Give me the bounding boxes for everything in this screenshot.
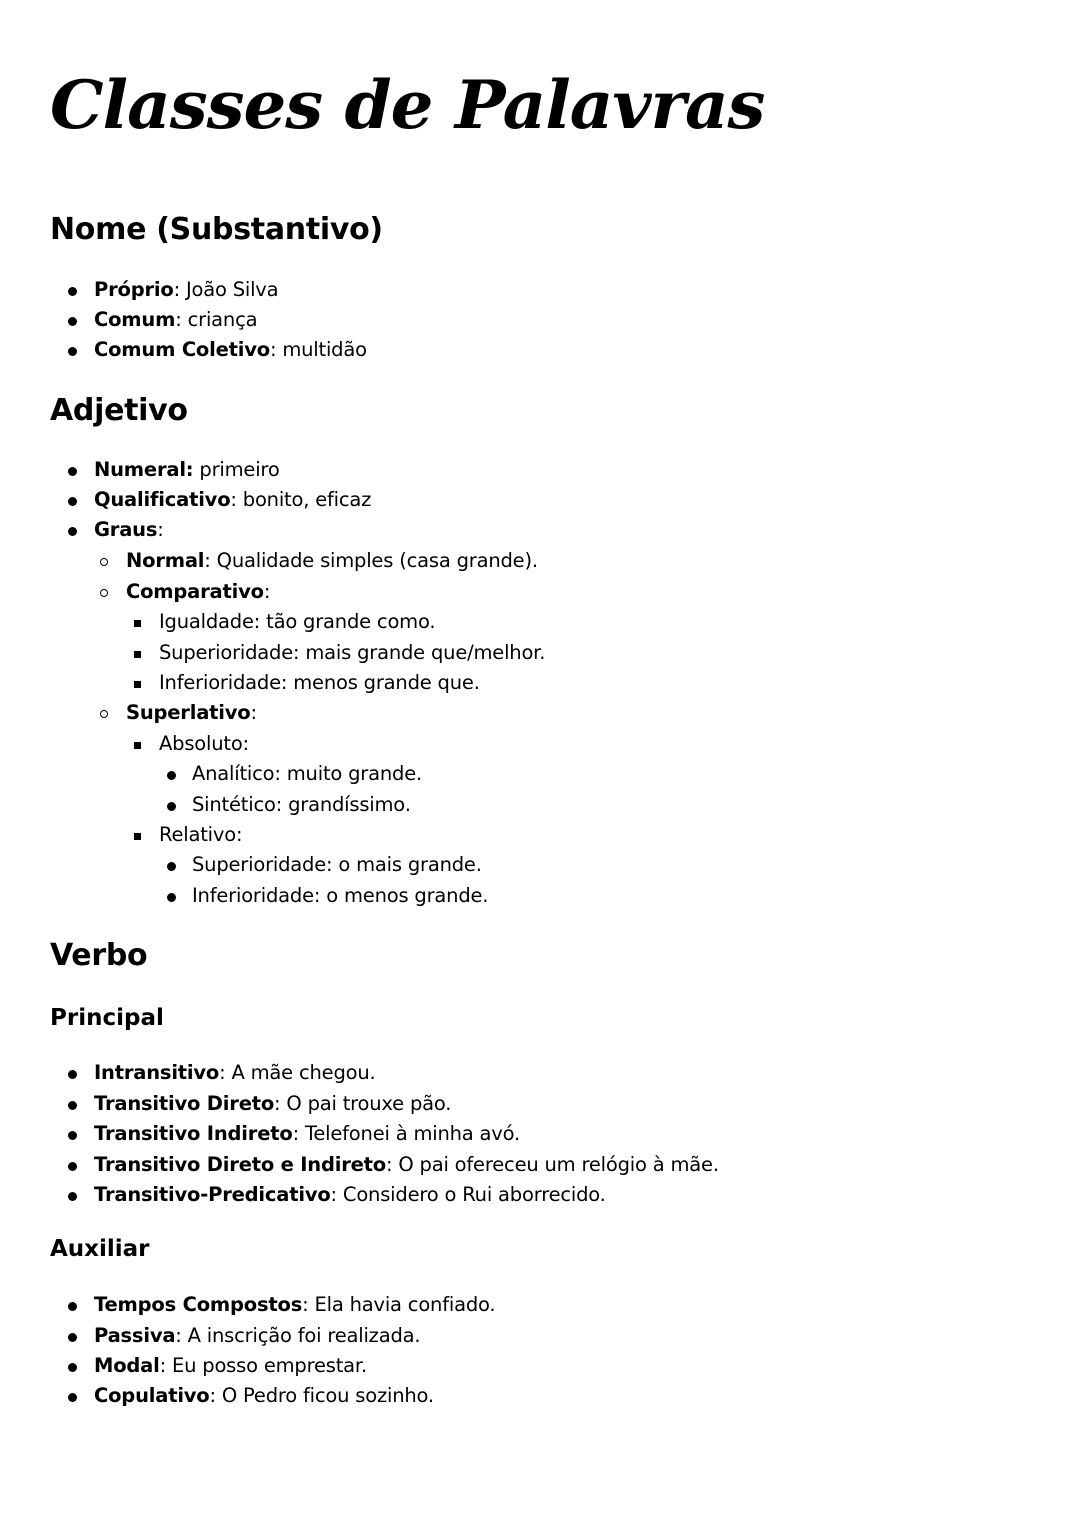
section-heading-adjetivo: Adjetivo — [50, 393, 188, 428]
bullet-disc-icon — [68, 527, 77, 536]
bullet-square-icon — [134, 833, 141, 840]
section-heading-nome: Nome (Substantivo) — [50, 212, 383, 247]
bullet-disc-icon — [68, 1302, 77, 1311]
list-item-normal — [126, 551, 538, 571]
bullet-disc-icon — [68, 1131, 77, 1140]
list-item — [159, 612, 435, 632]
list-item — [94, 1295, 495, 1315]
item-term: Transitivo-Predicativo — [94, 1183, 331, 1206]
item-text: Absoluto: — [159, 732, 249, 755]
item-sep: : — [175, 1324, 188, 1347]
item-text: Superioridade: o mais grande. — [192, 853, 482, 876]
item-term: Superlativo — [126, 701, 251, 724]
list-item — [94, 1094, 451, 1114]
item-sep: : — [274, 1092, 287, 1115]
list-item — [94, 490, 371, 510]
item-sep: : — [157, 518, 164, 541]
item-text: bonito, eficaz — [242, 488, 372, 511]
item-text: criança — [187, 308, 258, 331]
page-title: Classes de Palavras — [50, 66, 765, 144]
item-term: Tempos Compostos — [94, 1293, 303, 1316]
item-term: Copulativo — [94, 1384, 210, 1407]
bullet-disc-icon — [68, 1162, 77, 1171]
item-text: Ela havia confiado. — [314, 1293, 496, 1316]
bullet-disc-icon — [167, 771, 176, 780]
list-item — [94, 460, 280, 480]
item-sep: : — [292, 1122, 305, 1145]
list-item — [94, 280, 278, 300]
item-text: A inscrição foi realizada. — [187, 1324, 421, 1347]
item-text: Sintético: grandíssimo. — [192, 793, 411, 816]
item-sep: : — [330, 1183, 343, 1206]
item-sep: : — [230, 488, 243, 511]
bullet-disc-icon — [68, 1393, 77, 1402]
item-term: Transitivo Direto e Indireto — [94, 1153, 386, 1176]
bullet-disc-icon — [167, 862, 176, 871]
item-text: O Pedro ficou sozinho. — [221, 1384, 434, 1407]
item-term: Qualificativo — [94, 488, 231, 511]
item-sep: : — [219, 1061, 232, 1084]
bullet-square-icon — [134, 651, 141, 658]
list-item-absoluto — [159, 734, 249, 754]
bullet-disc-icon — [68, 467, 77, 476]
item-term: Normal — [126, 549, 205, 572]
item-sep: : — [204, 549, 217, 572]
item-term: Transitivo Indireto — [94, 1122, 293, 1145]
item-term: Intransitivo — [94, 1061, 220, 1084]
item-term: Transitivo Direto — [94, 1092, 275, 1115]
list-item-relativo — [159, 825, 242, 845]
bullet-disc-icon — [68, 1101, 77, 1110]
item-term: Passiva — [94, 1324, 176, 1347]
list-item — [94, 520, 164, 540]
bullet-disc-icon — [68, 497, 77, 506]
item-text: O pai ofereceu um relógio à mãe. — [398, 1153, 719, 1176]
bullet-circle-icon — [100, 710, 108, 718]
item-text: Igualdade: tão grande como. — [159, 610, 436, 633]
bullet-square-icon — [134, 742, 141, 749]
item-sep: : — [173, 278, 186, 301]
item-term: Numeral: — [94, 458, 194, 481]
item-sep: : — [159, 1354, 172, 1377]
item-text: Considero o Rui aborrecido. — [342, 1183, 606, 1206]
list-item — [94, 1124, 520, 1144]
list-item — [192, 764, 422, 784]
bullet-square-icon — [134, 681, 141, 688]
bullet-square-icon — [134, 620, 141, 627]
list-item — [192, 855, 482, 875]
list-item-superlativo — [126, 703, 257, 723]
item-sep: : — [250, 701, 257, 724]
bullet-disc-icon — [167, 802, 176, 811]
subsection-heading-auxiliar: Auxiliar — [50, 1236, 150, 1262]
subsection-heading-principal: Principal — [50, 1005, 164, 1031]
list-item — [159, 643, 545, 663]
bullet-disc-icon — [68, 347, 77, 356]
item-text: Analítico: muito grande. — [192, 762, 422, 785]
list-item — [94, 1063, 376, 1083]
item-sep: : — [302, 1293, 315, 1316]
item-term: Graus — [94, 518, 158, 541]
item-sep: : — [175, 308, 188, 331]
item-text: João Silva — [185, 278, 279, 301]
item-sep: : — [263, 580, 271, 603]
item-term: Modal — [94, 1354, 160, 1377]
list-item — [94, 1155, 719, 1175]
bullet-disc-icon — [167, 893, 176, 902]
bullet-disc-icon — [68, 287, 77, 296]
item-sep: : — [386, 1153, 399, 1176]
item-text: Superioridade: mais grande que/melhor. — [159, 641, 546, 664]
list-item — [94, 1356, 367, 1376]
item-text: multidão — [282, 338, 367, 361]
bullet-circle-icon — [100, 589, 108, 597]
list-item-comparativo — [126, 582, 270, 602]
item-text: Relativo: — [159, 823, 243, 846]
bullet-disc-icon — [68, 1070, 77, 1079]
bullet-disc-icon — [68, 1333, 77, 1342]
section-heading-verbo: Verbo — [50, 938, 148, 973]
list-item — [94, 1386, 434, 1406]
item-text: Qualidade simples (casa grande). — [216, 549, 538, 572]
bullet-disc-icon — [68, 1363, 77, 1372]
item-text: Inferioridade: o menos grande. — [192, 884, 489, 907]
bullet-disc-icon — [68, 317, 77, 326]
item-text: Inferioridade: menos grande que. — [159, 671, 480, 694]
list-item — [94, 1185, 606, 1205]
item-term: Comparativo — [126, 580, 264, 603]
list-item — [192, 795, 411, 815]
bullet-circle-icon — [100, 558, 108, 566]
item-sep: : — [209, 1384, 222, 1407]
item-term: Comum — [94, 308, 176, 331]
item-text: O pai trouxe pão. — [286, 1092, 452, 1115]
item-term: Comum Coletivo — [94, 338, 270, 361]
list-item — [192, 886, 488, 906]
list-item — [94, 340, 367, 360]
list-item — [94, 310, 257, 330]
item-text: Eu posso emprestar. — [171, 1354, 367, 1377]
item-sep: : — [269, 338, 283, 361]
list-item — [159, 673, 480, 693]
item-term: Próprio — [94, 278, 174, 301]
item-text: primeiro — [199, 458, 280, 481]
list-item — [94, 1326, 420, 1346]
item-text: A mãe chegou. — [231, 1061, 376, 1084]
bullet-disc-icon — [68, 1192, 77, 1201]
item-text: Telefonei à minha avó. — [304, 1122, 521, 1145]
